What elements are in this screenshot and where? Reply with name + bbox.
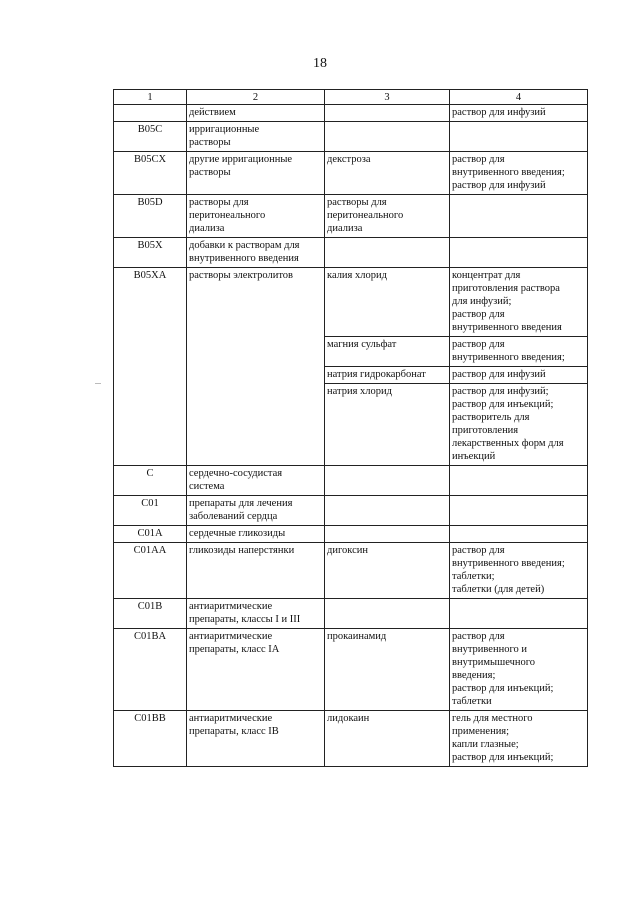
cell-text-line: раствор для инфузий xyxy=(452,180,546,191)
table-row xyxy=(114,711,588,767)
cell-text-line: приготовления раствора xyxy=(452,283,560,294)
cell-text-line: препараты, класс IA xyxy=(189,644,280,655)
cell-text-line: препараты, класс IB xyxy=(189,726,279,737)
dosage-form-cell xyxy=(450,526,588,543)
table-body xyxy=(114,90,588,767)
atc-code-cell xyxy=(114,268,187,337)
atc-code-cell xyxy=(114,367,187,384)
cell-text-line: антиаритмические xyxy=(189,631,273,642)
page-number: 18 xyxy=(313,56,327,71)
dosage-form-cell xyxy=(450,466,588,496)
cell-text-line: препараты, классы I и III xyxy=(189,614,301,625)
dosage-form-cell xyxy=(450,268,588,337)
cell-text-line: гель для местного xyxy=(452,713,533,724)
cell-text-line: растворитель для xyxy=(452,412,530,423)
cell-text-line: растворы электролитов xyxy=(189,270,294,281)
table-row xyxy=(114,122,588,152)
cell-text-line: внутривенного введения; xyxy=(452,352,565,363)
cell-text-line: растворы для xyxy=(189,197,249,208)
drug-classification-table xyxy=(113,89,588,767)
group-name-cell xyxy=(187,337,325,367)
cell-text-line: концентрат для xyxy=(452,270,521,281)
substance-cell xyxy=(325,367,450,384)
dosage-form-cell xyxy=(450,367,588,384)
atc-code-cell xyxy=(114,526,187,543)
cell-text: B05CX xyxy=(133,154,167,165)
dosage-form-cell xyxy=(450,105,588,122)
cell-text-line: натрия гидрокарбонат xyxy=(327,369,426,380)
cell-text-line: для инфузий; xyxy=(452,296,512,307)
substance-cell xyxy=(325,599,450,629)
cell-text-line: сердечные гликозиды xyxy=(189,528,286,539)
substance-cell xyxy=(325,629,450,711)
cell-text-line: внутривенного введения; xyxy=(452,558,565,569)
substance-cell xyxy=(325,105,450,122)
group-name-cell xyxy=(187,496,325,526)
cell-text: C01 xyxy=(141,498,159,509)
cell-text-line: капли глазные; xyxy=(452,739,519,750)
table-header-row xyxy=(114,90,588,105)
header-col-4: 4 xyxy=(450,90,588,105)
substance-cell xyxy=(325,122,450,152)
atc-code-cell xyxy=(114,152,187,195)
cell-text-line: раствор для xyxy=(452,339,505,350)
table-row xyxy=(114,105,588,122)
substance-cell xyxy=(325,195,450,238)
dosage-form-cell xyxy=(450,496,588,526)
cell-text-line: внутримышечного xyxy=(452,657,536,668)
substance-cell xyxy=(325,526,450,543)
group-name-cell xyxy=(187,384,325,466)
cell-text-line: действием xyxy=(189,107,236,118)
cell-text-line: антиаритмические xyxy=(189,713,273,724)
group-name-cell xyxy=(187,122,325,152)
scan-artifact xyxy=(95,383,101,384)
cell-text-line: раствор для инфузий; xyxy=(452,386,549,397)
atc-code-cell xyxy=(114,466,187,496)
cell-text-line: перитонеального xyxy=(327,210,404,221)
substance-cell xyxy=(325,152,450,195)
cell-text-line: растворы для xyxy=(327,197,387,208)
atc-code-cell xyxy=(114,629,187,711)
cell-text-line: натрия хлорид xyxy=(327,386,392,397)
table-row xyxy=(114,152,588,195)
table-row xyxy=(114,367,588,384)
substance-cell xyxy=(325,466,450,496)
cell-text-line: растворы xyxy=(189,137,231,148)
dosage-form-cell xyxy=(450,599,588,629)
cell-text-line: внутривенного введения xyxy=(189,253,299,264)
group-name-cell xyxy=(187,367,325,384)
table-row xyxy=(114,238,588,268)
cell-text-line: раствор для инъекций; xyxy=(452,683,554,694)
cell-text-line: сердечно-сосудистая xyxy=(189,468,283,479)
group-name-cell xyxy=(187,466,325,496)
atc-code-cell xyxy=(114,337,187,367)
cell-text-line: препараты для лечения xyxy=(189,498,293,509)
table-row xyxy=(114,384,588,466)
cell-text-line: применения; xyxy=(452,726,510,737)
cell-text: C01A xyxy=(137,528,163,539)
header-col-1: 1 xyxy=(114,90,187,105)
atc-code-cell xyxy=(114,711,187,767)
table-row xyxy=(114,466,588,496)
cell-text-line: лекарственных форм для xyxy=(452,438,564,449)
cell-text-line: раствор для xyxy=(452,631,505,642)
group-name-cell xyxy=(187,543,325,599)
cell-text: B05D xyxy=(137,197,163,208)
cell-text-line: раствор для xyxy=(452,545,505,556)
group-name-cell xyxy=(187,526,325,543)
cell-text-line: раствор для xyxy=(452,309,505,320)
atc-code-cell xyxy=(114,195,187,238)
substance-cell xyxy=(325,337,450,367)
cell-text-line: раствор для xyxy=(452,154,505,165)
cell-text-line: раствор для инфузий xyxy=(452,369,546,380)
cell-text-line: заболеваний сердца xyxy=(189,511,278,522)
dosage-form-cell xyxy=(450,337,588,367)
substance-cell xyxy=(325,268,450,337)
cell-text: C01BB xyxy=(134,713,166,724)
cell-text-line: калия хлорид xyxy=(327,270,387,281)
cell-text-line: таблетки xyxy=(452,696,492,707)
dosage-form-cell xyxy=(450,384,588,466)
cell-text-line: диализа xyxy=(189,223,225,234)
cell-text: C01BA xyxy=(133,631,167,642)
cell-text-line: система xyxy=(189,481,225,492)
atc-code-cell xyxy=(114,599,187,629)
header-col-3: 3 xyxy=(325,90,450,105)
dosage-form-cell xyxy=(450,195,588,238)
cell-text-line: диализа xyxy=(327,223,363,234)
table-row xyxy=(114,543,588,599)
group-name-cell xyxy=(187,268,325,337)
cell-text: B05X xyxy=(137,240,163,251)
cell-text-line: внутривенного введения; xyxy=(452,167,565,178)
cell-text-line: гликозиды наперстянки xyxy=(189,545,295,556)
header-col-2: 2 xyxy=(187,90,325,105)
dosage-form-cell xyxy=(450,543,588,599)
group-name-cell xyxy=(187,599,325,629)
group-name-cell xyxy=(187,195,325,238)
cell-text-line: введения; xyxy=(452,670,496,681)
substance-cell xyxy=(325,711,450,767)
table-row xyxy=(114,526,588,543)
atc-code-cell xyxy=(114,238,187,268)
substance-cell xyxy=(325,384,450,466)
dosage-form-cell xyxy=(450,711,588,767)
cell-text-line: раствор для инъекций; xyxy=(452,399,554,410)
table-row xyxy=(114,599,588,629)
dosage-form-cell xyxy=(450,122,588,152)
substance-cell xyxy=(325,238,450,268)
group-name-cell xyxy=(187,711,325,767)
substance-cell xyxy=(325,543,450,599)
cell-text-line: прокаинамид xyxy=(327,631,387,642)
dosage-form-cell xyxy=(450,629,588,711)
cell-text: C01AA xyxy=(133,545,167,556)
cell-text-line: приготовления xyxy=(452,425,519,436)
cell-text-line: дигоксин xyxy=(327,545,368,556)
atc-code-cell xyxy=(114,384,187,466)
cell-text-line: магния сульфат xyxy=(327,339,397,350)
cell-text-line: антиаритмические xyxy=(189,601,273,612)
cell-text: B05XA xyxy=(133,270,167,281)
cell-text-line: другие ирригационные xyxy=(189,154,293,165)
table-row xyxy=(114,629,588,711)
cell-text-line: таблетки; xyxy=(452,571,495,582)
cell-text-line: декстроза xyxy=(327,154,371,165)
table-row xyxy=(114,195,588,238)
table-row xyxy=(114,496,588,526)
table-row xyxy=(114,268,588,337)
group-name-cell xyxy=(187,152,325,195)
cell-text-line: внутривенного введения xyxy=(452,322,562,333)
dosage-form-cell xyxy=(450,152,588,195)
group-name-cell xyxy=(187,238,325,268)
cell-text-line: лидокаин xyxy=(327,713,370,724)
cell-text-line: инъекций xyxy=(452,451,496,462)
cell-text-line: добавки к растворам для xyxy=(189,240,300,251)
cell-text-line: перитонеального xyxy=(189,210,266,221)
cell-text-line: ирригационные xyxy=(189,124,260,135)
cell-text-line: таблетки (для детей) xyxy=(452,584,545,595)
table-row xyxy=(114,337,588,367)
group-name-cell xyxy=(187,105,325,122)
cell-text: C xyxy=(146,468,154,479)
atc-code-cell xyxy=(114,105,187,122)
atc-code-cell xyxy=(114,543,187,599)
substance-cell xyxy=(325,496,450,526)
cell-text-line: раствор для инъекций; xyxy=(452,752,554,763)
group-name-cell xyxy=(187,629,325,711)
atc-code-cell xyxy=(114,496,187,526)
cell-text: C01B xyxy=(137,601,163,612)
dosage-form-cell xyxy=(450,238,588,268)
cell-text-line: раствор для инфузий xyxy=(452,107,546,118)
cell-text: B05C xyxy=(137,124,163,135)
cell-text-line: внутривенного и xyxy=(452,644,527,655)
cell-text-line: растворы xyxy=(189,167,231,178)
atc-code-cell xyxy=(114,122,187,152)
